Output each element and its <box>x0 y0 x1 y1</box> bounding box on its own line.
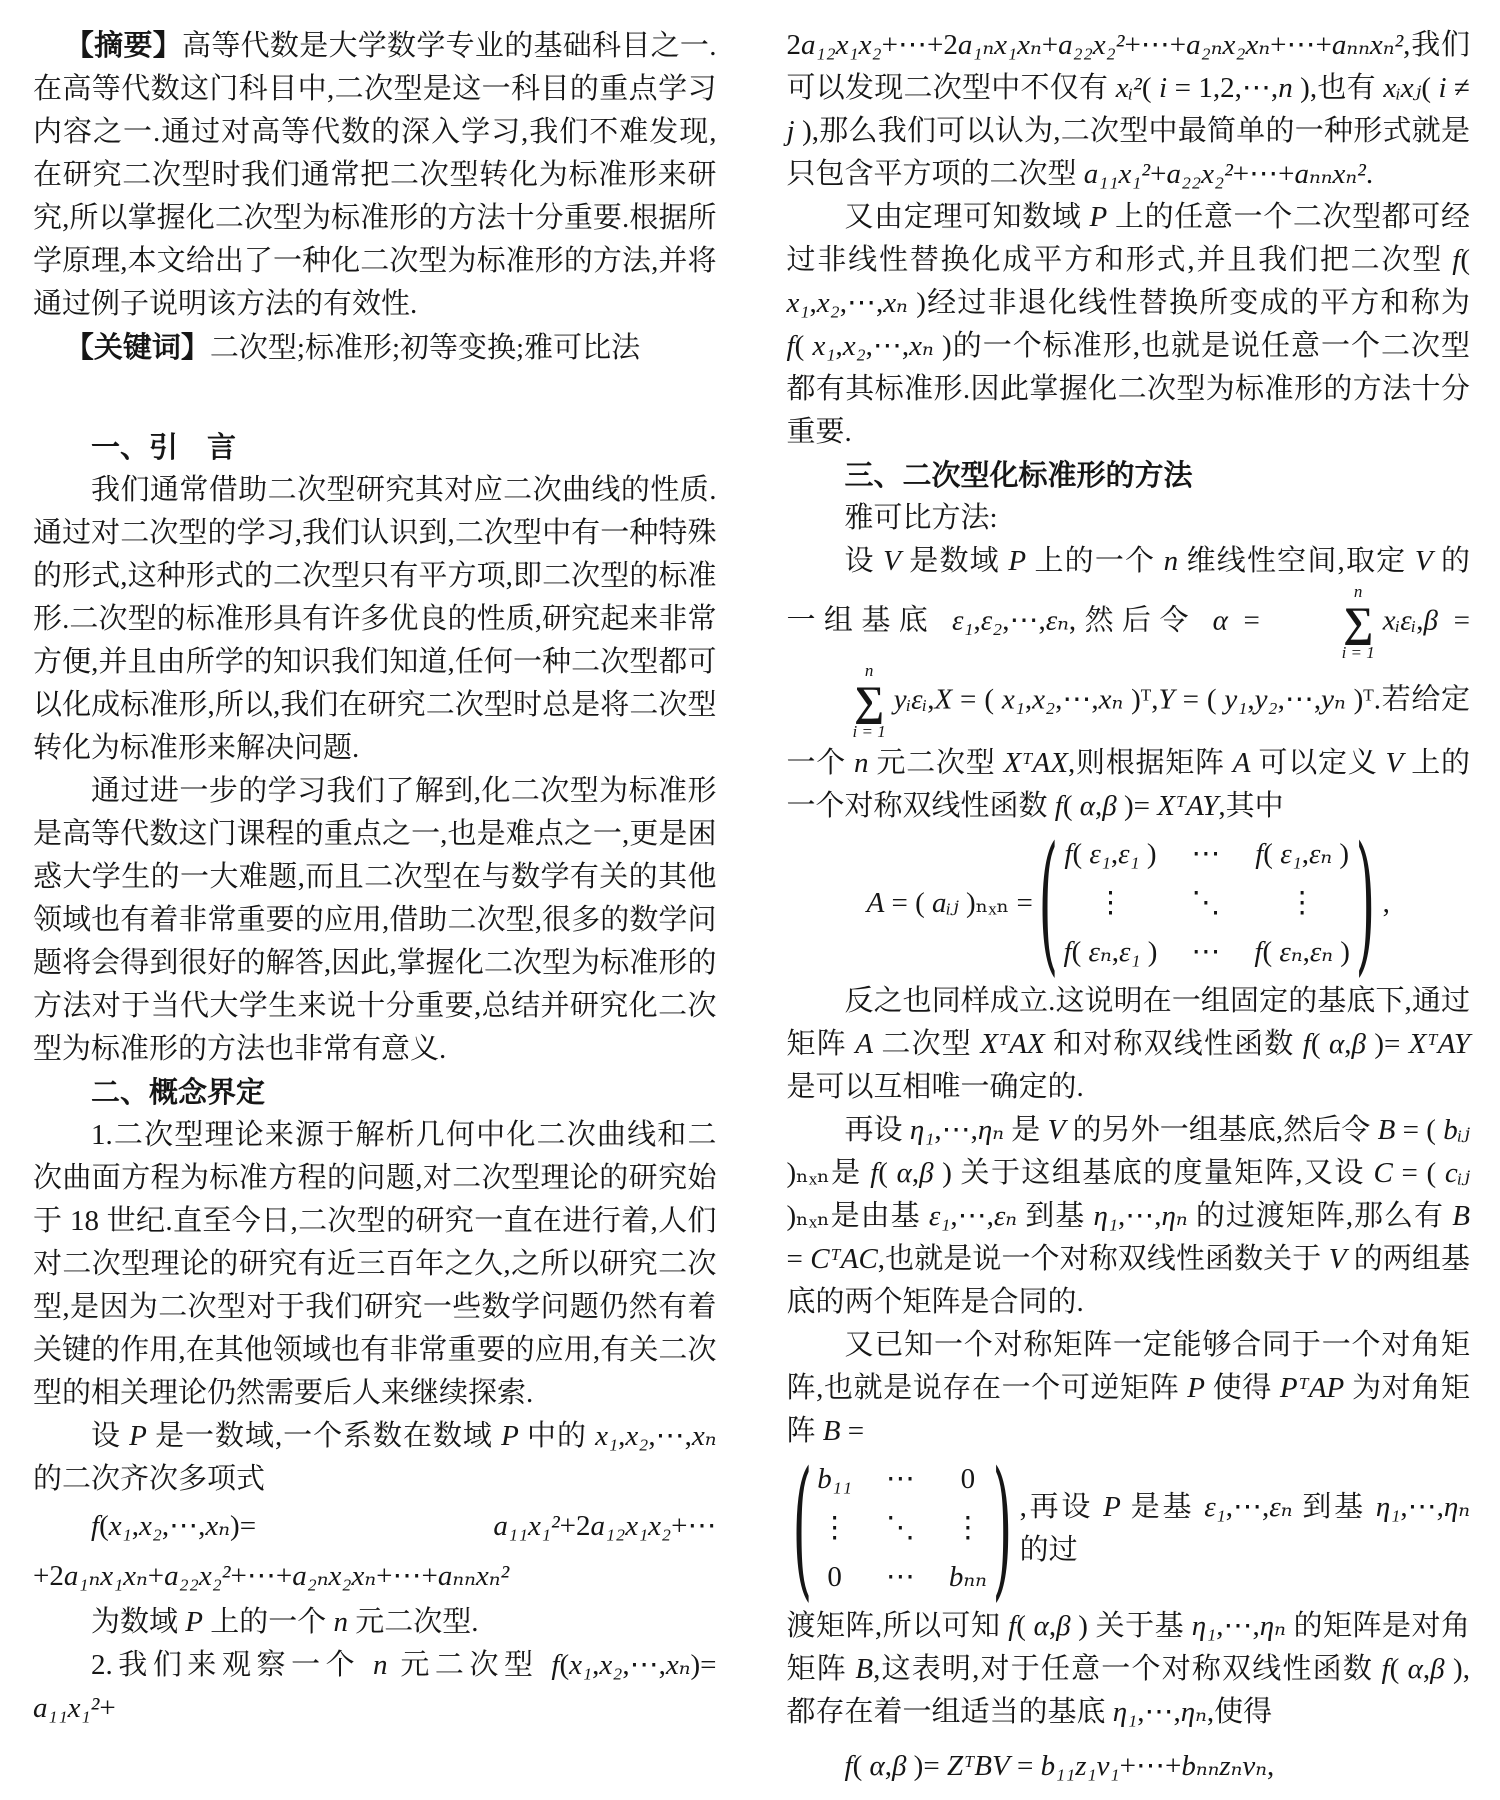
matrix-cell: f( εₙ,εₙ ) <box>1254 936 1350 969</box>
matrix-cell: ⋮ <box>1287 887 1317 920</box>
section-1-paragraph-1: 我们通常借助二次型研究其对应二次曲线的性质.通过对二次型的学习,我们认识到,二次型中有一种特殊的形式,这种形式的二次型只有平方项,即二次型的标准形.二次型的标准形具有许多优良的性质,研究起来非常方便,并且由所学的知识我们知道,任何一种二次型都可以化成标准形,所以,我们在研究二次型时总是将二次型转化为标准形来解决问题. <box>33 474 717 764</box>
abstract-label: 【摘要】 <box>64 28 183 62</box>
matrix-cell: 0 <box>827 1561 842 1594</box>
paragraph-standard-form: 又由定理可知数域 P 上的任意一个二次型都可经过非线性替换化成平方和形式,并且我们把二次型 f( x₁,x₂,⋯,xₙ )经过非退化线性替换所变成的平方和称为 f( x₁,x₂,⋯,xₙ )的一个标准形,也就是说任意一个二次型都有其标准形.因此掌握化二次型为标准形的方法十分重要. <box>786 201 1470 448</box>
quadratic-form-formula: f(x₁,x₂,⋯,xₙ)= a₁₁x₁²+2a₁₂x₁x₂+⋯+2a₁ₙx₁xₙ+a₂₂x₂²+⋯+a₂ₙx₂xₙ+⋯+aₙₙxₙ² <box>33 1510 717 1592</box>
matrix-b-grid <box>817 1463 987 1595</box>
basis-text-pre: 设 V 是数域 P 上的一个 n 维线性空间,取定 V 的一组基底 ε₁,ε₂,⋯,εₙ,然后令 α = <box>786 545 1470 637</box>
left-paren: ( <box>1038 815 1059 992</box>
matrix-cell: b₁₁ <box>817 1462 852 1495</box>
matrix-cell: ⋮ <box>1095 887 1125 920</box>
matrix-a-equation <box>787 815 1471 992</box>
summation-beta <box>795 662 886 741</box>
matrix-b-following-text: ,再设 P 是基 ε₁,⋯,εₙ 到基 η₁,⋯,ηₙ 的过 <box>1019 1490 1470 1566</box>
abstract-paragraph <box>33 24 717 326</box>
matrix-b-line <box>787 1440 1471 1617</box>
matrix-cell: ⋮ <box>953 1512 983 1545</box>
keywords-text: 二次型;标准形;初等变换;雅可比法 <box>209 332 641 364</box>
section-2-heading: 二、概念界定 <box>91 1075 266 1109</box>
matrix-a-comma: , <box>1382 887 1390 920</box>
basis-text-mid: xᵢεᵢ,β = <box>1382 604 1470 637</box>
sum-upper-limit: n <box>864 661 874 681</box>
matrix-cell: ⋯ <box>1191 936 1221 969</box>
paragraph-congruent-diagonal: 又已知一个对称矩阵一定能够合同于一个对角矩阵,也就是说存在一个可逆矩阵 P 使得 PᵀAP 为对角矩阵 B = <box>786 1328 1470 1447</box>
matrix-cell: ⋱ <box>885 1512 915 1545</box>
right-paren: ) <box>1355 815 1376 992</box>
sum-lower-limit: i = 1 <box>1341 642 1375 662</box>
section-2-paragraph-3: 为数域 P 上的一个 n 元二次型. <box>91 1606 479 1638</box>
basis-text-post: yᵢεᵢ,X = ( x₁,x₂,⋯,xₙ )ᵀ,Y = ( y₁,y₂,⋯,yₙ )ᵀ.若给定一个 n 元二次型 XᵀAX,则根据矩阵 A 可以定义 V 上的一个对称双线性函数 f( α,β )= XᵀAY,其中 <box>786 683 1471 822</box>
sigma-symbol: ∑ <box>854 679 885 726</box>
keywords-paragraph <box>33 326 717 370</box>
matrix-cell: f( ε₁,εₙ ) <box>1255 837 1350 870</box>
matrix-cell: ⋯ <box>885 1462 915 1495</box>
matrix-a-grid <box>1064 838 1350 970</box>
diagonal-form-formula: f( α,β )= ZᵀBV = b₁₁z₁v₁+⋯+bₙₙzₙvₙ, <box>844 1749 1275 1782</box>
matrix-cell: f( ε₁,ε₁ ) <box>1064 837 1157 870</box>
continued-paragraph: 2a₁₂x₁x₂+⋯+2a₁ₙx₁xₙ+a₂₂x₂²+⋯+a₂ₙx₂xₙ+⋯+aₙₙxₙ²,我们可以发现二次型中不仅有 xᵢ²( i = 1,2,⋯,n ),也有 xᵢxⱼ( i ≠ j ),那么我们可以认为,二次型中最简单的一种形式就是只包含平方项的二次型 a₁₁x₁²+a₂₂x₂²+⋯+aₙₙxₙ². <box>786 29 1470 190</box>
right-paren: ) <box>992 1440 1013 1617</box>
matrix-cell: ⋮ <box>820 1512 850 1545</box>
section-3-heading: 三、二次型化标准形的方法 <box>844 458 1193 492</box>
matrix-b <box>787 1440 1018 1617</box>
sigma-symbol: ∑ <box>1343 599 1374 646</box>
left-column <box>33 24 717 1790</box>
summation-alpha <box>1284 583 1375 662</box>
matrix-cell: f( εₙ,ε₁ ) <box>1063 936 1158 969</box>
paragraph-converse: 反之也同样成立.这说明在一组固定的基底下,通过矩阵 A 二次型 XᵀAX 和对称双线性函数 f( α,β )= XᵀAY 是可以互相唯一确定的. <box>786 984 1470 1103</box>
section-2-paragraph-2: 设 P 是一数域,一个系数在数域 P 中的 x₁,x₂,⋯,xₙ 的二次齐次多项式 <box>33 1420 717 1495</box>
matrix-cell: ⋱ <box>1191 887 1221 920</box>
keywords-label: 【关键词】 <box>64 330 210 364</box>
paragraph-second-basis: 再设 η₁,⋯,ηₙ 是 V 的另外一组基底,然后令 B = ( bᵢⱼ )ₙₓₙ是 f( α,β ) 关于这组基底的度量矩阵,又设 C = ( cᵢⱼ )ₙₓₙ是由基 ε₁,⋯,εₙ 到基 η₁,⋯,ηₙ 的过渡矩阵,那么有 B = CᵀAC,也就是说一个对称双线性函数关于 V 的两组基底的两个矩阵是合同的. <box>786 1113 1470 1318</box>
sum-lower-limit: i = 1 <box>852 722 886 742</box>
matrix-cell: ⋯ <box>885 1561 915 1594</box>
section-2-paragraph-1: 1.二次型理论来源于解析几何中化二次曲线和二次曲面方程为标准方程的问题,对二次型理论的研究始于 18 世纪.直至今日,二次型的研究一直在进行着,人们对二次型理论的研究有近三百年之久,之所以研究二次型,是因为二次型对于我们研究一些数学问题仍然有着关键的作用,在其他领域也有非常重要的应用,有关二次型的相关理论仍然需要后人来继续探索. <box>33 1119 717 1409</box>
matrix-cell: 0 <box>960 1462 976 1495</box>
matrix-a-label: A = ( aᵢⱼ )ₙₓₙ = <box>866 887 1033 920</box>
matrix-a <box>1033 815 1381 992</box>
section-2-paragraph-4: 2.我们来观察一个 n 元二次型 f(x₁,x₂,⋯,xₙ)= a₁₁x₁²+ <box>33 1649 717 1724</box>
matrix-cell: bₙₙ <box>948 1561 987 1594</box>
section-1-paragraph-2: 通过进一步的学习我们了解到,化二次型为标准形是高等代数这门课程的重点之一,也是难点之一,更是困惑大学生的一大难题,而且二次型在与数学有关的其他领域也有着非常重要的应用,借助二次型,很多的数学问题将会得到很好的解答,因此,掌握化二次型为标准形的方法对于当代大学生来说十分重要,总结并研究化二次型为标准形的方法也非常有意义. <box>33 775 717 1065</box>
matrix-cell: ⋯ <box>1191 837 1221 870</box>
abstract-text: 高等代数是大学数学专业的基础科目之一.在高等代数这门科目中,二次型是这一科目的重点学习内容之一.通过对高等代数的深入学习,我们不难发现,在研究二次型时我们通常把二次型转化为标准形来研究,所以掌握化二次型为标准形的方法十分重要.根据所学原理,本文给出了一种化二次型为标准形的方法,并将通过例子说明该方法的有效性. <box>33 30 717 320</box>
section-1-heading: 一、引 言 <box>91 430 237 464</box>
basis-paragraph <box>787 540 1471 828</box>
jacobi-method-label: 雅可比方法: <box>844 502 998 534</box>
sum-upper-limit: n <box>1353 582 1363 601</box>
right-column <box>787 24 1471 1790</box>
paragraph-transition-matrix: 渡矩阵,所以可知 f( α,β ) 关于基 η₁,⋯,ηₙ 的矩阵是对角矩阵 B,这表明,对于任意一个对称双线性函数 f( α,β ),都存在着一组适当的基底 η₁,⋯,ηₙ,使得 <box>786 1609 1470 1728</box>
left-paren: ( <box>792 1440 812 1617</box>
